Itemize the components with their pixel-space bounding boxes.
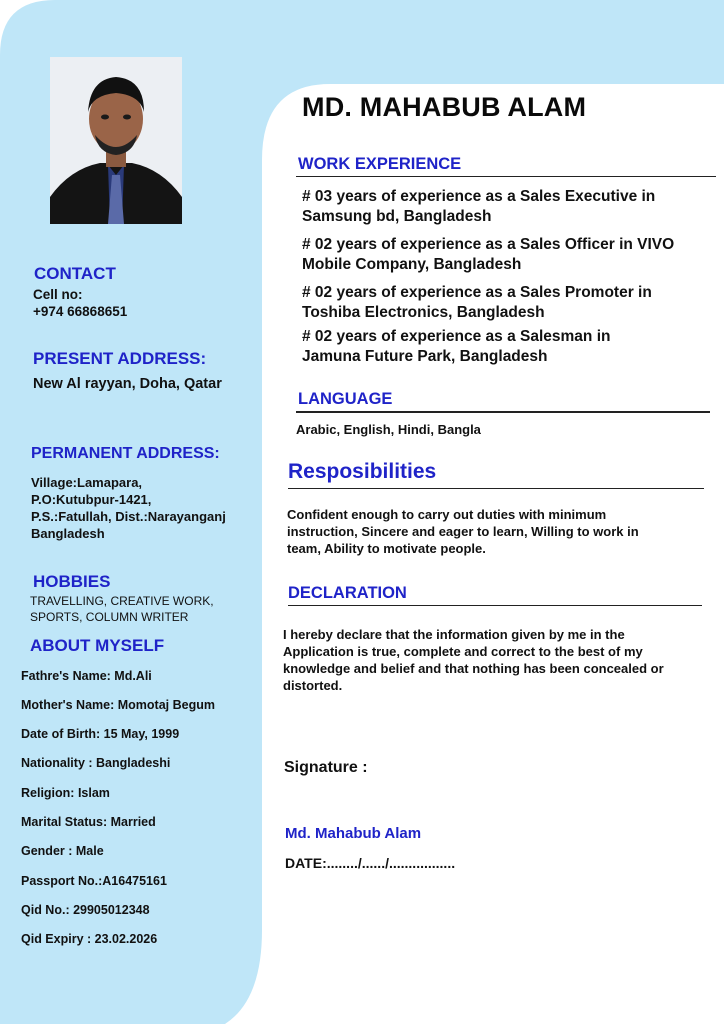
responsibilities-heading: Resposibilities: [288, 460, 437, 483]
language-value: Arabic, English, Hindi, Bangla: [296, 422, 481, 437]
section-rule: [296, 411, 710, 413]
candidate-name: MD. MAHABUB ALAM: [302, 92, 587, 122]
section-rule: [288, 488, 704, 489]
declaration-line: Application is true, complete and correct to the best of my: [283, 644, 643, 659]
experience-line: Mobile Company, Bangladesh: [302, 255, 522, 273]
experience-line: # 02 years of experience as a Sales Officer in VIVO: [302, 236, 675, 253]
hobbies-line: TRAVELLING, CREATIVE WORK,: [30, 594, 214, 608]
declaration-heading: DECLARATION: [288, 584, 407, 602]
experience-item: [302, 187, 655, 226]
permanent-address-line: P.S.:Fatullah, Dist.:Narayanganj: [31, 509, 226, 524]
experience-line: # 03 years of experience as a Sales Executive in: [302, 188, 656, 205]
experience-line: Jamuna Future Park, Bangladesh: [302, 347, 548, 365]
about-item: Mother's Name: Momotaj Begum: [21, 698, 215, 712]
language-heading: LANGUAGE: [298, 390, 393, 408]
experience-line: Samsung bd, Bangladesh: [302, 207, 492, 225]
experience-line: # 02 years of experience as a Sales Promoter in: [302, 284, 652, 301]
declaration-line: I hereby declare that the information given by me in the: [283, 627, 625, 642]
signature-name: Md. Mahabub Alam: [285, 825, 422, 842]
about-item: Marital Status: Married: [21, 815, 156, 829]
about-item: Qid Expiry : 23.02.2026: [21, 932, 158, 946]
responsibilities-line: instruction, Sincere and eager to learn, Willing to work in: [287, 524, 639, 539]
profile-photo: [50, 57, 182, 224]
present-address-heading: PRESENT ADDRESS:: [33, 349, 207, 368]
signature-date: DATE:......../....../.................: [285, 855, 456, 871]
hobbies-line: SPORTS, COLUMN WRITER: [30, 610, 189, 624]
about-item: Date of Birth: 15 May, 1999: [21, 727, 180, 741]
declaration-text: [283, 626, 664, 694]
about-item: Nationality : Bangladeshi: [21, 756, 171, 770]
responsibilities-line: Confident enough to carry out duties with minimum: [287, 507, 607, 522]
declaration-line: distorted.: [283, 678, 343, 693]
experience-line: Toshiba Electronics, Bangladesh: [302, 303, 545, 321]
contact-cell-value: +974 66868651: [33, 304, 128, 319]
section-rule: [288, 605, 702, 606]
hobbies-heading: HOBBIES: [33, 572, 111, 591]
responsibilities-text: [287, 506, 639, 557]
work-experience-heading: WORK EXPERIENCE: [298, 155, 462, 173]
contact-heading: CONTACT: [34, 264, 116, 283]
permanent-address-line: Village:Lamapara,: [31, 475, 143, 490]
present-address-value: New Al rayyan, Doha, Qatar: [33, 376, 222, 392]
about-item: Gender : Male: [21, 844, 104, 858]
signature-label: Signature :: [284, 759, 368, 776]
contact-cell-label: Cell no:: [33, 287, 83, 302]
about-item: Qid No.: 29905012348: [21, 903, 150, 917]
permanent-address-line: Bangladesh: [31, 526, 105, 541]
declaration-line: knowledge and belief and that nothing has been concealed or: [283, 661, 664, 676]
experience-item: [302, 235, 674, 274]
responsibilities-line: team, Ability to motivate people.: [287, 541, 486, 556]
experience-item: [302, 327, 610, 366]
section-rule: [296, 176, 716, 177]
permanent-address-line: P.O:Kutubpur-1421,: [31, 492, 152, 507]
experience-line: # 02 years of experience as a Salesman in: [302, 328, 611, 345]
about-heading: ABOUT MYSELF: [30, 636, 165, 655]
about-item: Fathre's Name: Md.Ali: [21, 669, 152, 683]
about-item: Religion: Islam: [21, 786, 110, 800]
permanent-address-heading: PERMANENT ADDRESS:: [31, 445, 220, 462]
about-item: Passport No.:A16475161: [21, 874, 167, 888]
experience-item: [302, 283, 652, 322]
